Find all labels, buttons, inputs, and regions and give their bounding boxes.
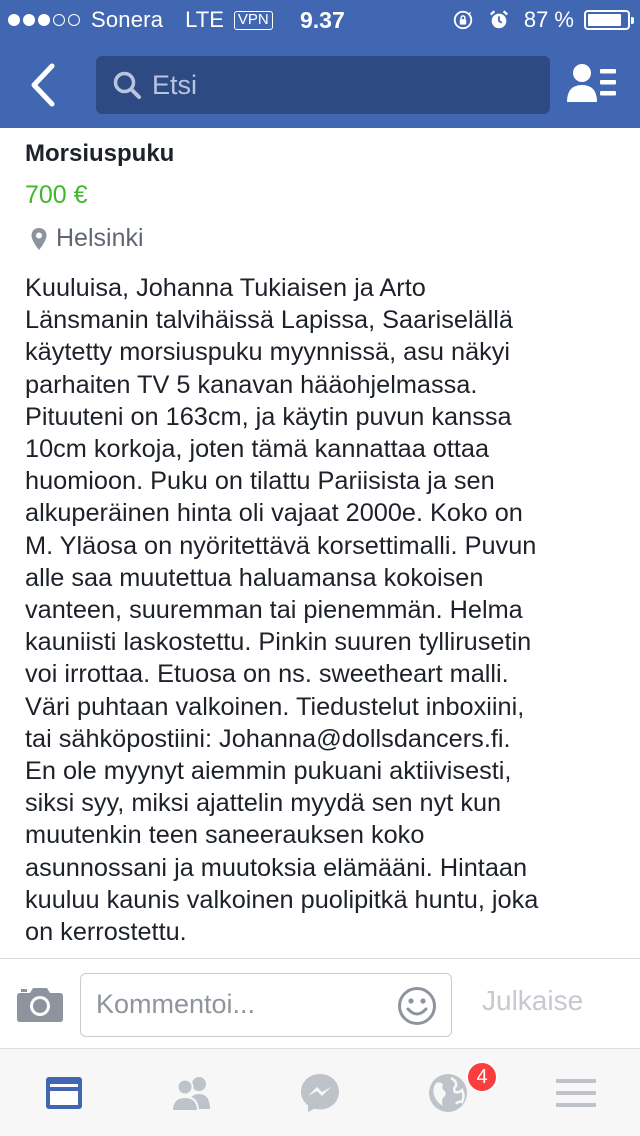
- listing-price: 700 €: [25, 181, 88, 209]
- comment-input[interactable]: [96, 974, 386, 1034]
- search-icon: [112, 70, 142, 100]
- listing-location[interactable]: [30, 224, 144, 253]
- status-left: [8, 7, 273, 33]
- emoji-icon[interactable]: [397, 986, 437, 1026]
- battery-icon: [584, 10, 630, 30]
- back-arrow-icon[interactable]: [20, 58, 70, 112]
- messenger-icon[interactable]: [298, 1071, 342, 1115]
- battery-percentage: 87 %: [523, 7, 574, 32]
- listing-description: Kuuluisa, Johanna Tukiaisen ja Arto Länsmanin talvihäissä Lapissa, Saariselällä käytetty morsiuspuku myynnissä, asu näkyi parhaiten TV 5 kanavan hääohjelmassa. Pituuteni on 163cm, ja käytin puvun kanssa 10cm korkoja, joten tämä kannattaa ottaa huomioon. Puku on tilattu Pariisista ja sen alkuperäinen hinta oli vajaat 2000e. Koko on M. Yläosa on nyöritettävä korsettimalli. Puvun alle saa muutettua haluamansa kokoisen vanteen, suuremman tai pienemmän. Helma kauniisti laskostettu. Pinkin suuren tyllirusetin voi irrottaa. Etuosa on ns. sweetheart malli. Väri puhtaan valkoinen. Tiedustelut inboxiini, tai sähköpostiini: Johanna@dollsdancers.fi. En ole myynyt aiemmin pukuani aktiivisesti, siksi syy, miksi ajattelin myydä sen nyt kun muutenkin teen saneerauksen koko asunnossani ja muutoksia elämääni. Hintaan kuuluu kaunis valkoinen puolipitkä huntu, joka on kerrostettu.: [25, 274, 539, 947]
- listing-title: Morsiuspuku: [25, 140, 175, 167]
- notifications-globe-icon[interactable]: [426, 1071, 470, 1115]
- location-label: Helsinki: [56, 224, 144, 252]
- network-type: LTE: [185, 7, 224, 32]
- location-pin-icon: [30, 227, 48, 251]
- camera-icon[interactable]: [16, 985, 64, 1023]
- status-bar: [0, 0, 640, 40]
- news-feed-icon[interactable]: [42, 1071, 86, 1115]
- search-bar[interactable]: [96, 56, 550, 114]
- publish-button[interactable]: Julkaise: [482, 985, 584, 1016]
- carrier-name: Sonera: [91, 7, 164, 32]
- notifications-badge: 4: [466, 1061, 498, 1093]
- alarm-icon: [488, 9, 510, 31]
- status-right: [452, 7, 630, 33]
- friends-icon[interactable]: [566, 62, 618, 106]
- rotation-lock-icon: [452, 9, 474, 31]
- friend-requests-icon[interactable]: [170, 1071, 214, 1115]
- battery-level: [588, 14, 621, 26]
- tab-bar: [0, 1048, 640, 1136]
- menu-icon[interactable]: [554, 1071, 598, 1115]
- vpn-badge: VPN: [234, 11, 273, 30]
- signal-strength-icon: [8, 14, 83, 26]
- app-header: [0, 0, 640, 128]
- comment-bar: [0, 958, 640, 1048]
- search-input[interactable]: [152, 56, 532, 114]
- status-time: 9.37: [300, 7, 345, 33]
- comment-field[interactable]: [80, 973, 452, 1037]
